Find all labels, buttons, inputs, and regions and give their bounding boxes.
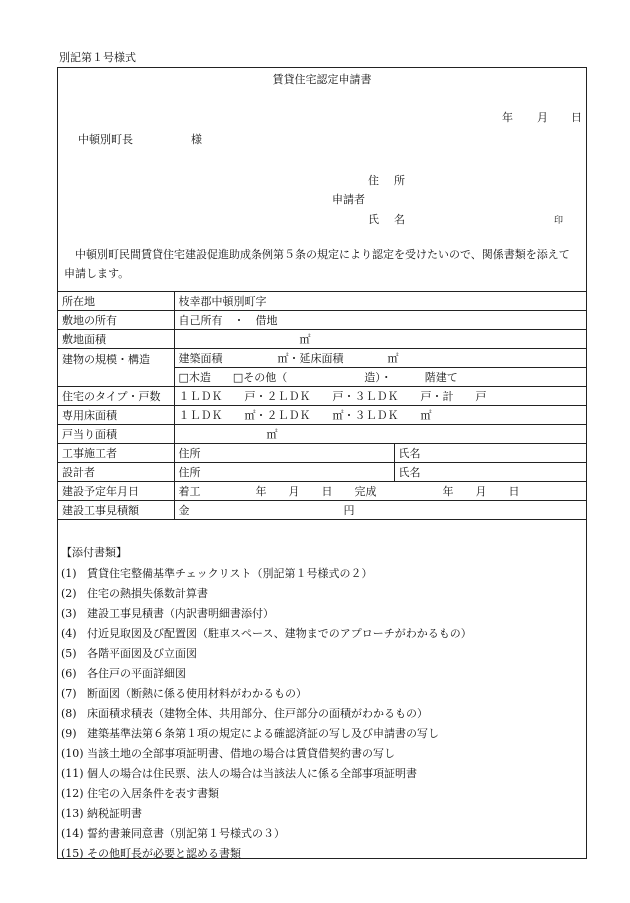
table-row: [58, 311, 586, 330]
details-table: [58, 291, 586, 520]
item-text: 誓約書兼同意書（別記第１号様式の３）: [87, 827, 285, 840]
table-row: [58, 463, 586, 482]
form-title: 賃貸住宅認定申請書: [272, 73, 372, 86]
item-text: 納税証明書: [87, 807, 142, 820]
item-text: 床面積求積表（建物全体、共用部分、住戸部分の面積がわかるもの）: [87, 707, 428, 720]
row-label: 専用床面積: [58, 406, 174, 425]
item-text: 個人の場合は住民票、法人の場合は当該法人に係る全部事項証明書: [87, 767, 417, 780]
table-row: [58, 444, 586, 463]
attachments-heading: 【添付書類】: [61, 546, 127, 559]
item-text: 当該土地の全部事項証明書、借地の場合は賃貸借契約書の写し: [87, 747, 395, 760]
row-value-2: 氏名: [394, 444, 586, 463]
item-number: (12): [61, 787, 84, 800]
list-item: [61, 605, 274, 621]
list-item: [61, 705, 428, 721]
row-value: 枝幸郡中頓別町字: [174, 292, 586, 311]
row-label: 所在地: [58, 292, 174, 311]
row-value: 自己所有 ・ 借地: [174, 311, 586, 330]
item-number: (1): [61, 567, 77, 580]
table-row: [58, 425, 586, 444]
item-number: (5): [61, 647, 77, 660]
applicant-name-label: 氏 名: [368, 213, 407, 226]
row-label: 設計者: [58, 463, 174, 482]
item-text: 住宅の入居条件を表す書類: [87, 787, 219, 800]
row-label: 住宅のタイプ・戸数: [58, 387, 174, 406]
row-value: ㎡: [174, 425, 586, 444]
row-value: 金 円: [174, 501, 586, 520]
table-row: [58, 349, 586, 368]
item-text: 建設工事見積書（内訳書明細書添付）: [87, 607, 274, 620]
list-item: [61, 625, 472, 641]
item-text: 住宅の熱損失係数計算書: [87, 587, 208, 600]
row-label: 建設予定年月日: [58, 482, 174, 501]
table-row: [58, 330, 586, 349]
row-value: 着工 年 月 日 完成 年 月 日: [174, 482, 586, 501]
item-number: (4): [61, 627, 77, 640]
list-item: [61, 645, 197, 661]
seal-mark: 印: [554, 216, 564, 226]
list-item: [61, 565, 372, 581]
item-number: (14): [61, 827, 84, 840]
list-item: [61, 585, 208, 601]
row-label: 戸当り面積: [58, 425, 174, 444]
item-number: (9): [61, 727, 77, 740]
date-year-label: 年: [502, 111, 513, 124]
list-item: [61, 845, 241, 861]
row-value: ㎡: [174, 330, 586, 349]
table-row: [58, 501, 586, 520]
honorific: 様: [191, 133, 202, 146]
row-label: 工事施工者: [58, 444, 174, 463]
table-row: [58, 406, 586, 425]
table-row: [58, 387, 586, 406]
item-text: 建築基準法第６条第１項の規定による確認済証の写し及び申請書の写し: [87, 727, 439, 740]
table-row: [58, 292, 586, 311]
list-item: [61, 765, 417, 781]
row-value: 住所: [174, 463, 394, 482]
list-item: [61, 825, 285, 841]
item-number: (7): [61, 687, 77, 700]
date-month-label: 月: [537, 111, 548, 124]
application-statement: 中頓別町民間賃貸住宅建設促進助成条例第５条の規定により認定を受けたいので、関係書類を添えて申請します。: [64, 248, 570, 280]
item-text: 各階平面図及び立面図: [87, 647, 197, 660]
form-header-section: [58, 68, 586, 291]
item-text: 付近見取図及び配置図（駐車スペース、建物までのアプローチがわかるもの）: [87, 627, 472, 640]
item-number: (8): [61, 707, 77, 720]
item-number: (10): [61, 747, 84, 760]
item-number: (3): [61, 607, 77, 620]
item-number: (11): [61, 767, 84, 780]
list-item: [61, 785, 219, 801]
row-label: 建設工事見積額: [58, 501, 174, 520]
application-form: [57, 67, 587, 859]
addressee: 中頓別町長: [78, 133, 133, 146]
table-row: [58, 482, 586, 501]
row-value: 建築面積 ㎡・延床面積 ㎡: [174, 349, 586, 368]
row-label: 敷地面積: [58, 330, 174, 349]
list-item: [61, 725, 439, 741]
row-label: 敷地の所有: [58, 311, 174, 330]
date-day-label: 日: [571, 111, 582, 124]
form-number-label: 別記第１号様式: [59, 51, 136, 64]
item-number: (13): [61, 807, 84, 820]
item-number: (15): [61, 847, 84, 860]
item-number: (6): [61, 667, 77, 680]
item-text: 賃貸住宅整備基準チェックリスト（別記第１号様式の２）: [87, 567, 373, 580]
row-value: １ＬＤＫ ㎡・２ＬＤＫ ㎡・３ＬＤＫ ㎡: [174, 406, 586, 425]
item-number: (2): [61, 587, 77, 600]
item-text: 断面図（断熱に係る使用材料がわかるもの）: [87, 687, 307, 700]
list-item: [61, 665, 186, 681]
row-value: □木造 □その他（ 造）・ 階建て: [174, 368, 586, 387]
row-label: 建物の規模・構造: [58, 349, 174, 387]
applicant-address-label: 住 所: [368, 174, 407, 187]
item-text: その他町長が必要と認める書類: [87, 847, 241, 860]
list-item: [61, 745, 395, 761]
row-value: １ＬＤＫ 戸・２ＬＤＫ 戸・３ＬＤＫ 戸・計 戸: [174, 387, 586, 406]
list-item: [61, 805, 142, 821]
list-item: [61, 685, 307, 701]
row-value-2: 氏名: [394, 463, 586, 482]
item-text: 各住戸の平面詳細図: [87, 667, 186, 680]
row-value: 住所: [174, 444, 394, 463]
applicant-label: 申請者: [332, 193, 365, 206]
